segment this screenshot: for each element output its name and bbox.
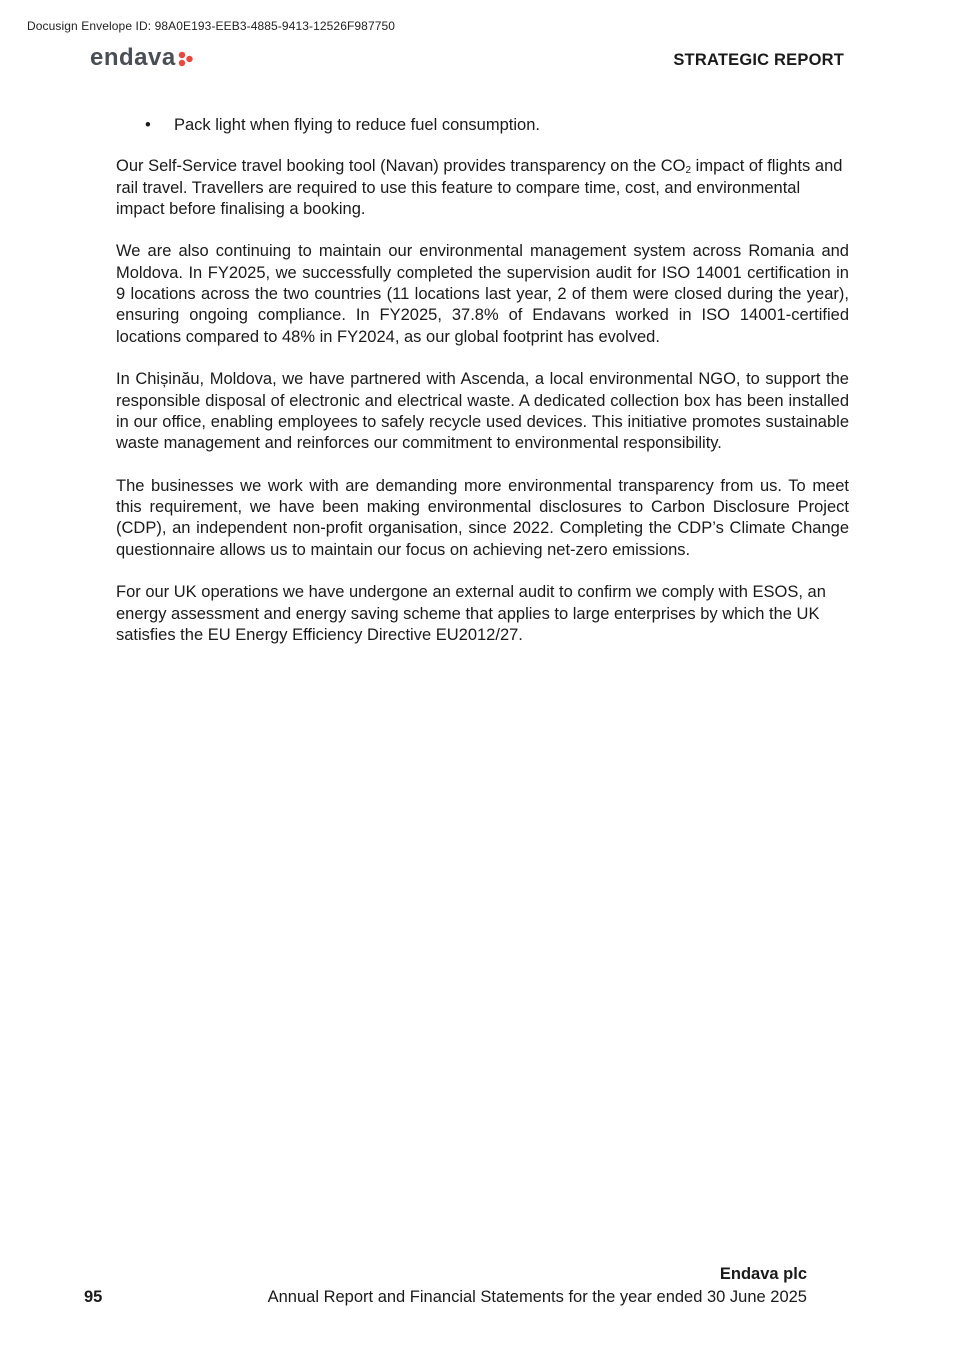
logo-mark-icon <box>178 51 194 67</box>
paragraph-esos: For our UK operations we have undergone an external audit to confirm we comply with ESOS, an energy assessment and energy saving scheme that applies to large enterprises by which the UK satisfies the EU Energy Efficiency Directive EU2012/27. <box>116 583 826 644</box>
paragraph-iso-14001: We are also continuing to maintain our environmental management system across Romania and Moldova. In FY2025, we successfully completed the supervision audit for ISO 14001 certification in 9 locations across the two countries (11 locations last year, 2 of them were closed during the year), ensuring ongoing compliance. In FY2025, 37.8% of Endavans worked in ISO 14001-certified locations compared to 48% in FY2024, as our global footprint has evolved. <box>116 242 849 346</box>
bullet-list-item <box>145 115 849 136</box>
paragraph-navan <box>116 156 849 220</box>
section-title: STRATEGIC REPORT <box>673 51 844 69</box>
docusign-envelope-id: Docusign Envelope ID: 98A0E193-EEB3-4885-9413-12526F987750 <box>27 19 396 33</box>
paragraph-cdp: The businesses we work with are demanding more environmental transparency from us. To meet this requirement, we have been making environmental disclosures to Carbon Disclosure Project (CDP), an independent non-profit organisation, since 2022. Completing the CDP’s Climate Change questionnaire allows us to maintain our focus on achieving net-zero emissions. <box>116 476 849 559</box>
endava-logo <box>90 44 194 72</box>
paragraph-navan-text-b: impact of flights and rail travel. Travellers are required to use this feature to compare time, cost, and environmental impact before finalising a booking. <box>116 157 843 218</box>
footer-company: Endava plc <box>719 1265 807 1283</box>
footer-report-title: Annual Report and Financial Statements for the year ended 30 June 2025 <box>267 1288 807 1306</box>
paragraph-navan-text-a: Our Self-Service travel booking tool (Navan) provides transparency on the CO <box>116 157 686 176</box>
co2-subscript: 2 <box>685 165 692 177</box>
bullet-glyph: • <box>145 116 151 134</box>
page-number: 95 <box>84 1288 103 1306</box>
bullet-text: Pack light when flying to reduce fuel consumption. <box>174 116 540 134</box>
logo-wordmark: endava <box>90 44 176 71</box>
paragraph-chisinau: In Chișinău, Moldova, we have partnered with Ascenda, a local environmental NGO, to support the responsible disposal of electronic and electrical waste. A dedicated collection box has been installed in our office, enabling employees to safely recycle used devices. This initiative promotes sustainable waste management and reinforces our commitment to environmental responsibility. <box>116 370 849 453</box>
report-body <box>116 115 849 667</box>
